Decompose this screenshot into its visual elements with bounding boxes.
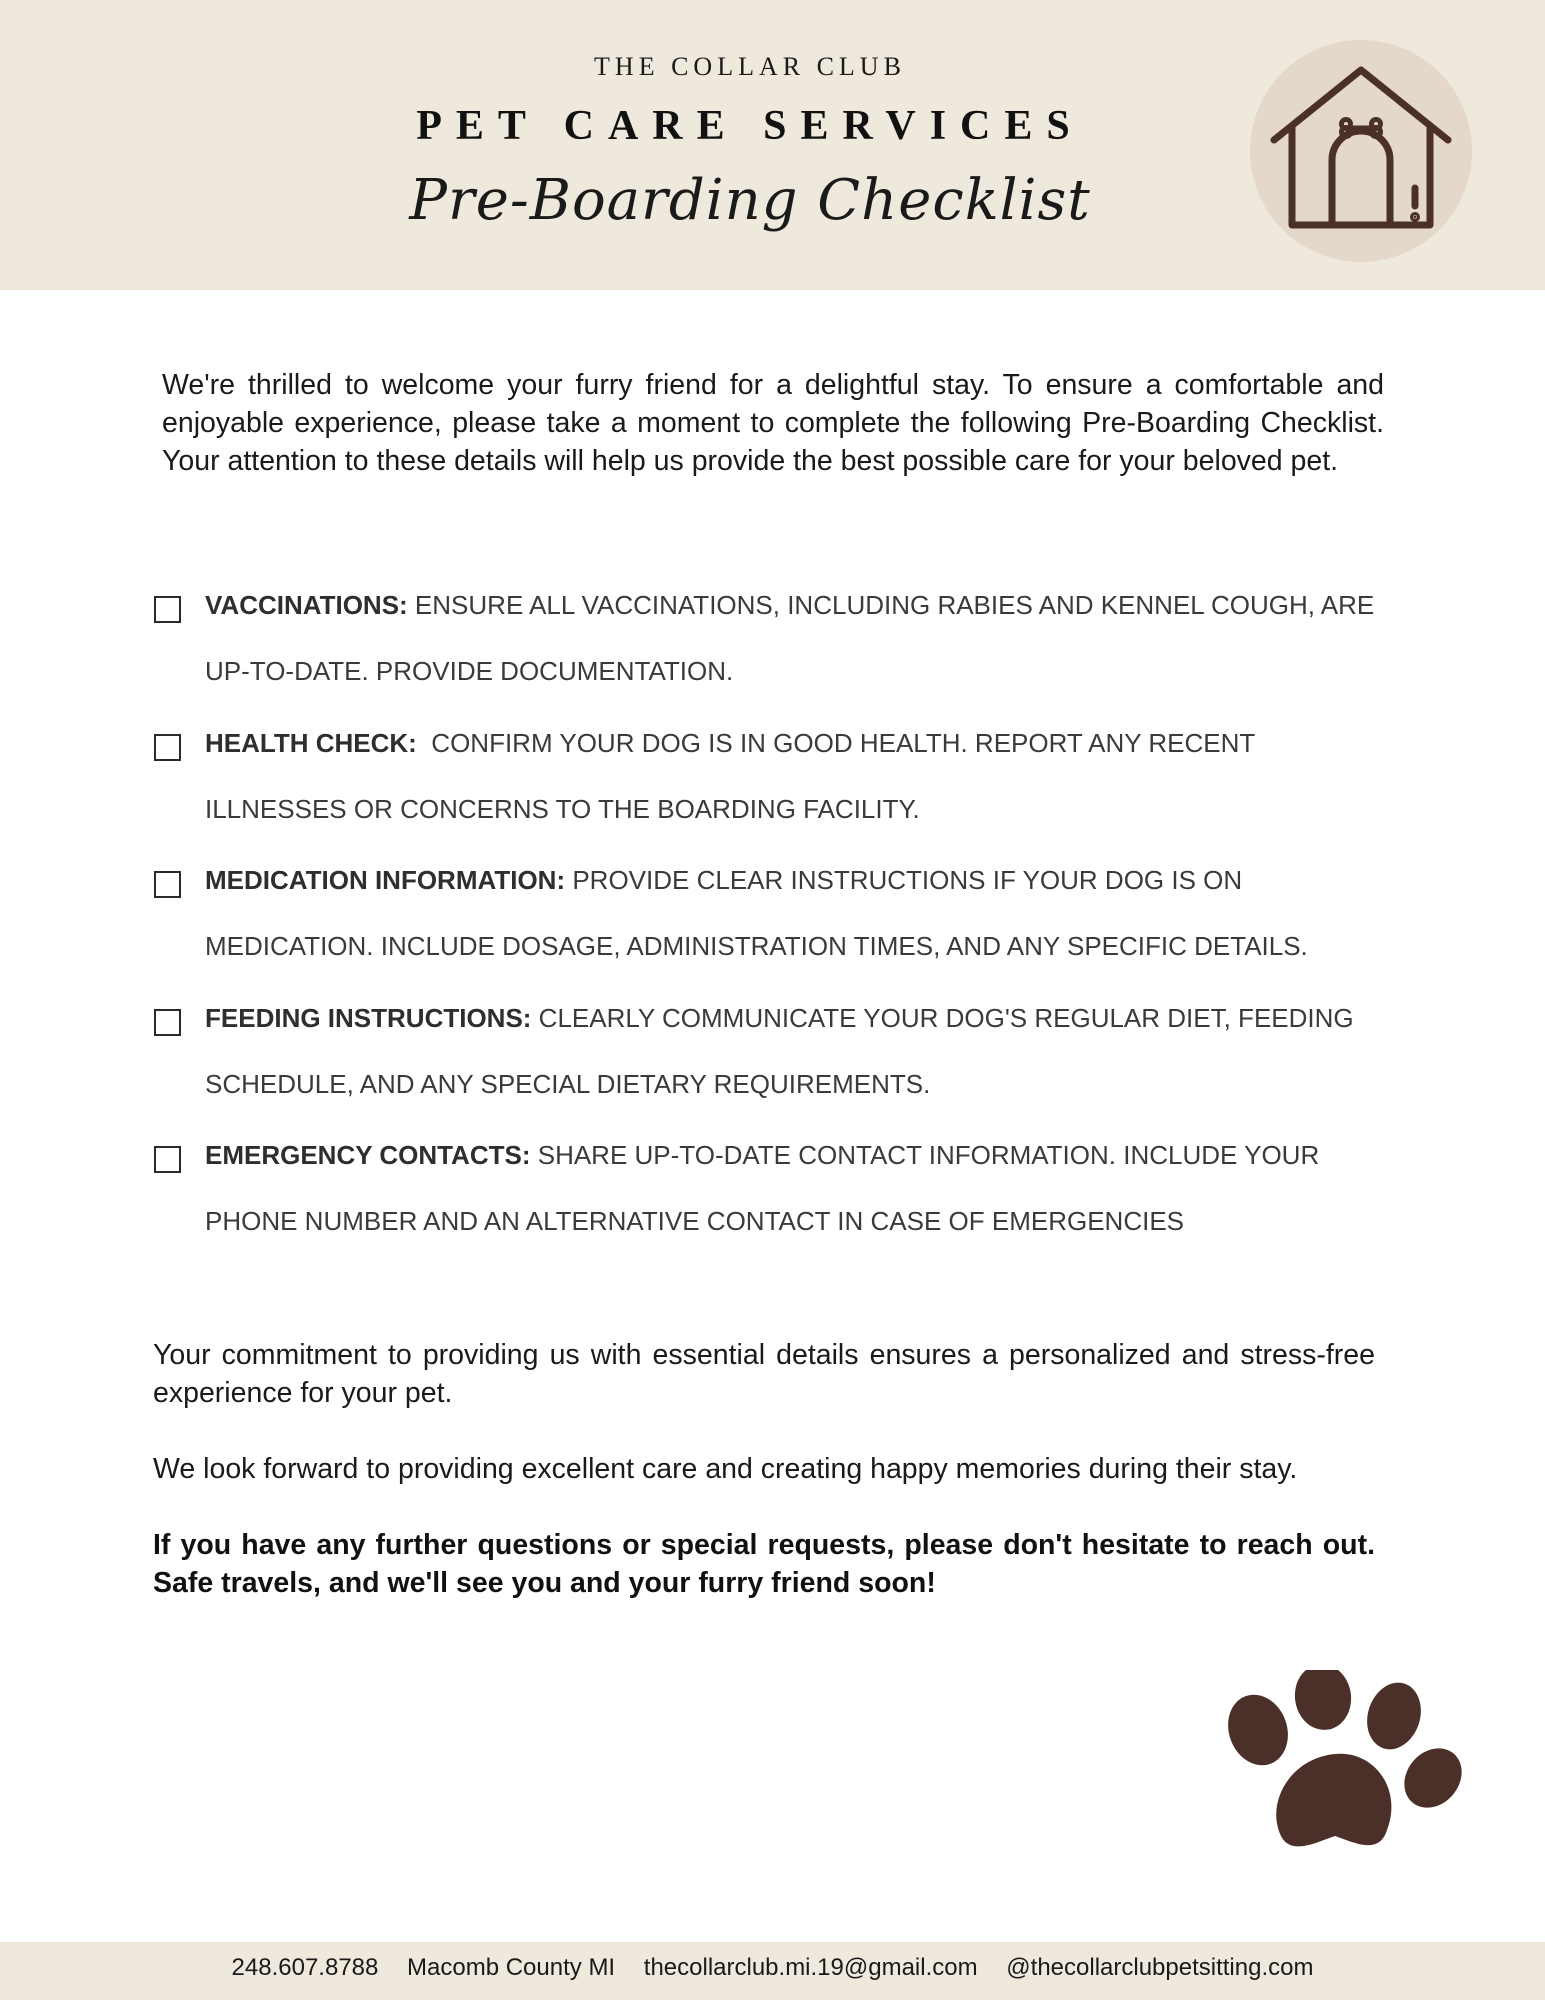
checkbox[interactable] [154,734,181,761]
paw-print-icon [1225,1670,1485,1860]
checkbox[interactable] [154,1146,181,1173]
closing-note: If you have any further questions or special requests, please don't hesitate to reach out. Safe travels, and we'll see you and your furry friend soon! [153,1529,1375,1599]
checklist [154,588,1394,1276]
footer-phone: 248.607.8788 [231,1954,379,1981]
intro-paragraph: We're thrilled to welcome your furry friend for a delightful stay. To ensure a comfortable and enjoyable experience, please take a moment to complete the following Pre-Boarding Checklist. Your attention to these details will help us provide the best possible care for your beloved pet. [162,369,1384,477]
footer-contact-bar [0,1942,1545,2000]
checkbox[interactable] [154,1009,181,1036]
checklist-item-vaccinations [154,588,1394,726]
checklist-item-text [205,572,1395,704]
checklist-item-description: CONFIRM YOUR DOG IS IN GOOD HEALTH. REPORT ANY RECENT ILLNESSES OR CONCERNS TO THE BOARDING FACILITY. [205,727,1262,824]
checklist-item-description: PROVIDE CLEAR INSTRUCTIONS IF YOUR DOG IS ON MEDICATION. INCLUDE DOSAGE, ADMINISTRATION TIMES, AND ANY SPECIFIC DETAILS. [205,865,1308,961]
checklist-item-text [205,985,1395,1117]
checkbox[interactable] [154,596,181,623]
checklist-item-text [205,710,1395,842]
checklist-item-medication [154,863,1394,1001]
closing-paragraph: Your commitment to providing us with essential details ensures a personalized and stress-free experience for your pet. [153,1339,1375,1409]
checklist-item-description: ENSURE ALL VACCINATIONS, INCLUDING RABIES AND KENNEL COUGH, ARE UP-TO-DATE. PROVIDE DOCUMENTATION. [205,590,1375,686]
header-banner [0,0,1545,290]
checklist-item-description: CLEARLY COMMUNICATE YOUR DOG'S REGULAR DIET, FEEDING SCHEDULE, AND ANY SPECIAL DIETARY REQUIREMENTS. [205,1002,1354,1099]
checklist-item-description: SHARE UP-TO-DATE CONTACT INFORMATION. INCLUDE YOUR PHONE NUMBER AND AN ALTERNATIVE CONTACT IN CASE OF EMERGENCIES [205,1140,1320,1236]
brand-name: THE COLLAR CLUB [594,52,906,81]
dog-house-icon [1250,40,1472,262]
footer-email: thecollarclub.mi.19@gmail.com [643,1954,978,1981]
page-heading: PET CARE SERVICES [416,103,1084,149]
checklist-item-title: VACCINATIONS: [205,590,408,620]
checklist-title: Pre-Boarding Checklist [409,168,1091,233]
footer-location: Macomb County MI [407,1954,616,1981]
closing-paragraph: We look forward to providing excellent care and creating happy memories during their stay. [153,1453,1298,1485]
checklist-item-text [205,1122,1395,1254]
checklist-item-title: EMERGENCY CONTACTS: [205,1140,531,1170]
checklist-item-title: FEEDING INSTRUCTIONS: [205,1002,532,1033]
footer-social: @thecollarclubpetsitting.com [1006,1954,1314,1981]
checklist-item-title: HEALTH CHECK: [205,727,417,758]
checklist-item-emergency-contacts [154,1138,1394,1276]
checklist-item-feeding [154,1001,1394,1139]
closing-section [153,1336,1375,1640]
checklist-item-title: MEDICATION INFORMATION: [205,865,566,895]
checklist-item-text [205,847,1395,979]
checklist-item-health-check [154,726,1394,864]
checkbox[interactable] [154,871,181,898]
